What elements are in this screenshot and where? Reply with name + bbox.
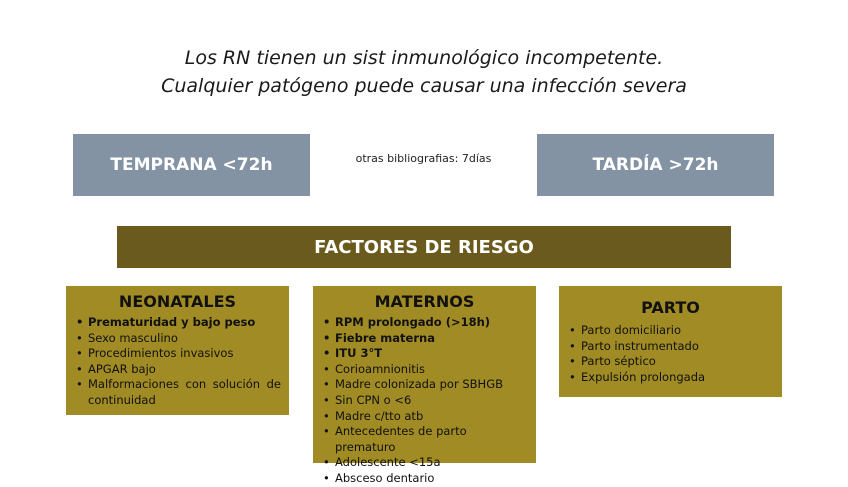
list-item: • Madre colonizada por SBHGB <box>335 377 528 393</box>
maternal-title: MATERNOS <box>374 292 475 311</box>
list-item: • Parto domiciliario <box>581 323 774 339</box>
neonatal-factors-box <box>66 286 289 415</box>
list-item: • Malformaciones con solución de continuidad <box>88 377 281 408</box>
list-item: • Expulsión prolongada <box>581 370 774 386</box>
list-item: • Prematuridad y bajo peso <box>88 315 281 331</box>
bibliography-note: otras bibliografias: 7días <box>355 152 492 165</box>
late-onset-box <box>537 134 774 196</box>
list-item: • Corioamnionitis <box>335 362 528 378</box>
neonatal-title: NEONATALES <box>118 292 237 311</box>
risk-factors-header <box>117 226 731 268</box>
list-item: • Antecedentes de parto prematuro <box>335 424 528 455</box>
early-onset-box <box>73 134 310 196</box>
early-onset-label: TEMPRANA <72h <box>110 155 273 175</box>
list-item: • Procedimientos invasivos <box>88 346 281 362</box>
list-item: • Absceso dentario <box>335 471 528 487</box>
list-item: • Parto séptico <box>581 354 774 370</box>
list-item: • Madre c/tto atb <box>335 409 528 425</box>
intro-line-1: Los RN tienen un sist inmunológico incompetente. <box>184 47 664 69</box>
maternal-list <box>321 315 528 487</box>
intro-heading <box>0 44 848 100</box>
maternal-factors-box <box>313 286 536 485</box>
delivery-list <box>567 323 774 385</box>
intro-line-2: Cualquier patógeno puede causar una infección severa <box>161 75 687 97</box>
list-item: • RPM prolongado (>18h) <box>335 315 528 331</box>
delivery-factors-box <box>559 286 782 397</box>
list-item: • APGAR bajo <box>88 362 281 378</box>
list-item: • Sexo masculino <box>88 331 281 347</box>
delivery-title: PARTO <box>641 298 700 317</box>
list-item: • Adolescente <15a <box>335 455 528 471</box>
list-item: • Parto instrumentado <box>581 339 774 355</box>
neonatal-list <box>74 315 281 409</box>
risk-factors-title: FACTORES DE RIESGO <box>314 236 534 258</box>
late-onset-label: TARDÍA >72h <box>592 155 719 175</box>
list-item: • Fiebre materna <box>335 331 528 347</box>
list-item: • ITU 3°T <box>335 346 528 362</box>
list-item: • Sin CPN o <6 <box>335 393 528 409</box>
